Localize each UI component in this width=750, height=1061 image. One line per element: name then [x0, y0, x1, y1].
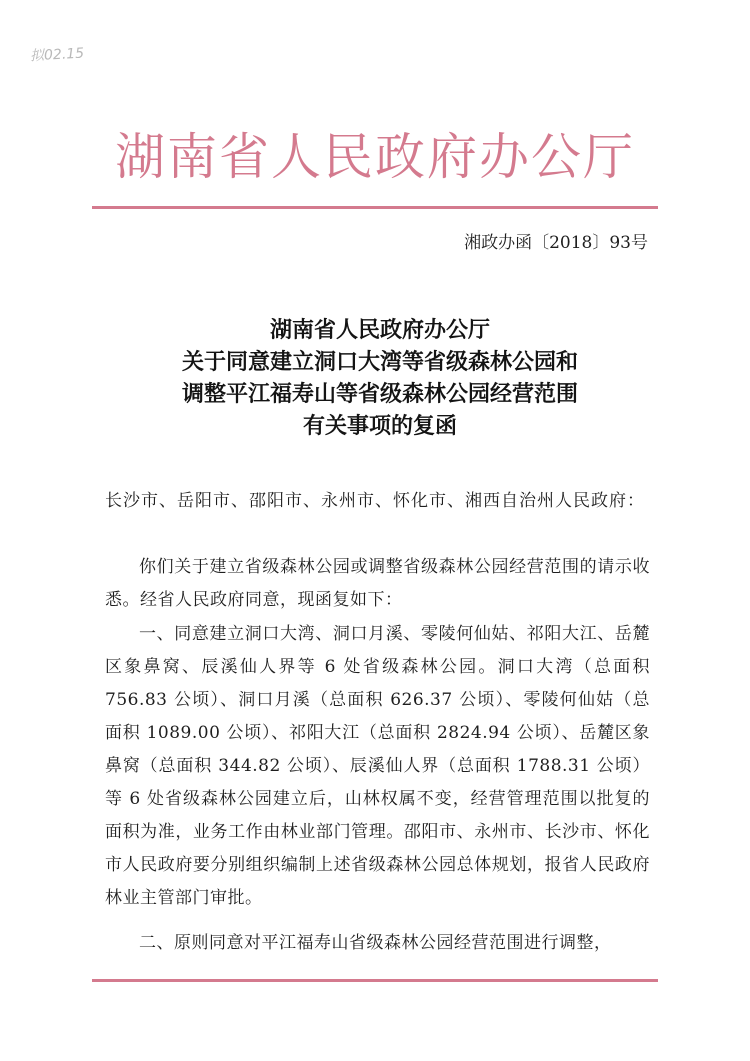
title-line-2: 关于同意建立洞口大湾等省级森林公园和 [181, 349, 578, 375]
letterhead-rule [92, 206, 658, 209]
salutation: 长沙市、岳阳市、邵阳市、永州市、怀化市、湘西自治州人民政府： [105, 491, 645, 511]
paragraph-intro: 你们关于建立省级森林公园或调整省级森林公园经营范围的请示收悉。经省人民政府同意，现函复如下： [105, 557, 650, 610]
paragraph-item-2: 二、原则同意对平江福寿山省级森林公园经营范围进行调整， [139, 933, 612, 953]
document-number: 湘政办函〔2018〕93号 [464, 233, 648, 253]
title-line-3: 调整平江福寿山等省级森林公园经营范围 [181, 381, 578, 407]
title-line-1: 湖南省人民政府办公厅 [269, 317, 490, 343]
letterhead-title: 湖南省人民政府办公厅 [115, 128, 635, 186]
handwritten-note: 拟02.15 [29, 45, 85, 65]
footer-rule [92, 979, 658, 982]
title-line-4: 有关事项的复函 [302, 413, 457, 439]
paragraph-item-1: 一、同意建立洞口大湾、洞口月溪、零陵何仙姑、祁阳大江、岳麓区象鼻窝、辰溪仙人界等 6 处省级森林公园。洞口大湾（总面积 756.83 公顷）、洞口月溪（总面积 626.37 公顷）、零陵何仙姑（总面积 1089.00 公顷）、祁阳大江（总面积 2824.94 公顷）、岳麓区象鼻窝（总面积 344.82 公顷）、辰溪仙人界（总面积 1788.31 公顷）等 6 处省级森林公园建立后，山林权属不变，经营管理范围以批复的面积为准，业务工作由林业部门管理。邵阳市、永州市、长沙市、怀化市人民政府要分别组织编制上述省级森林公园总体规划，报省人民政府林业主管部门审批。 [105, 624, 650, 908]
document-title [100, 314, 660, 442]
